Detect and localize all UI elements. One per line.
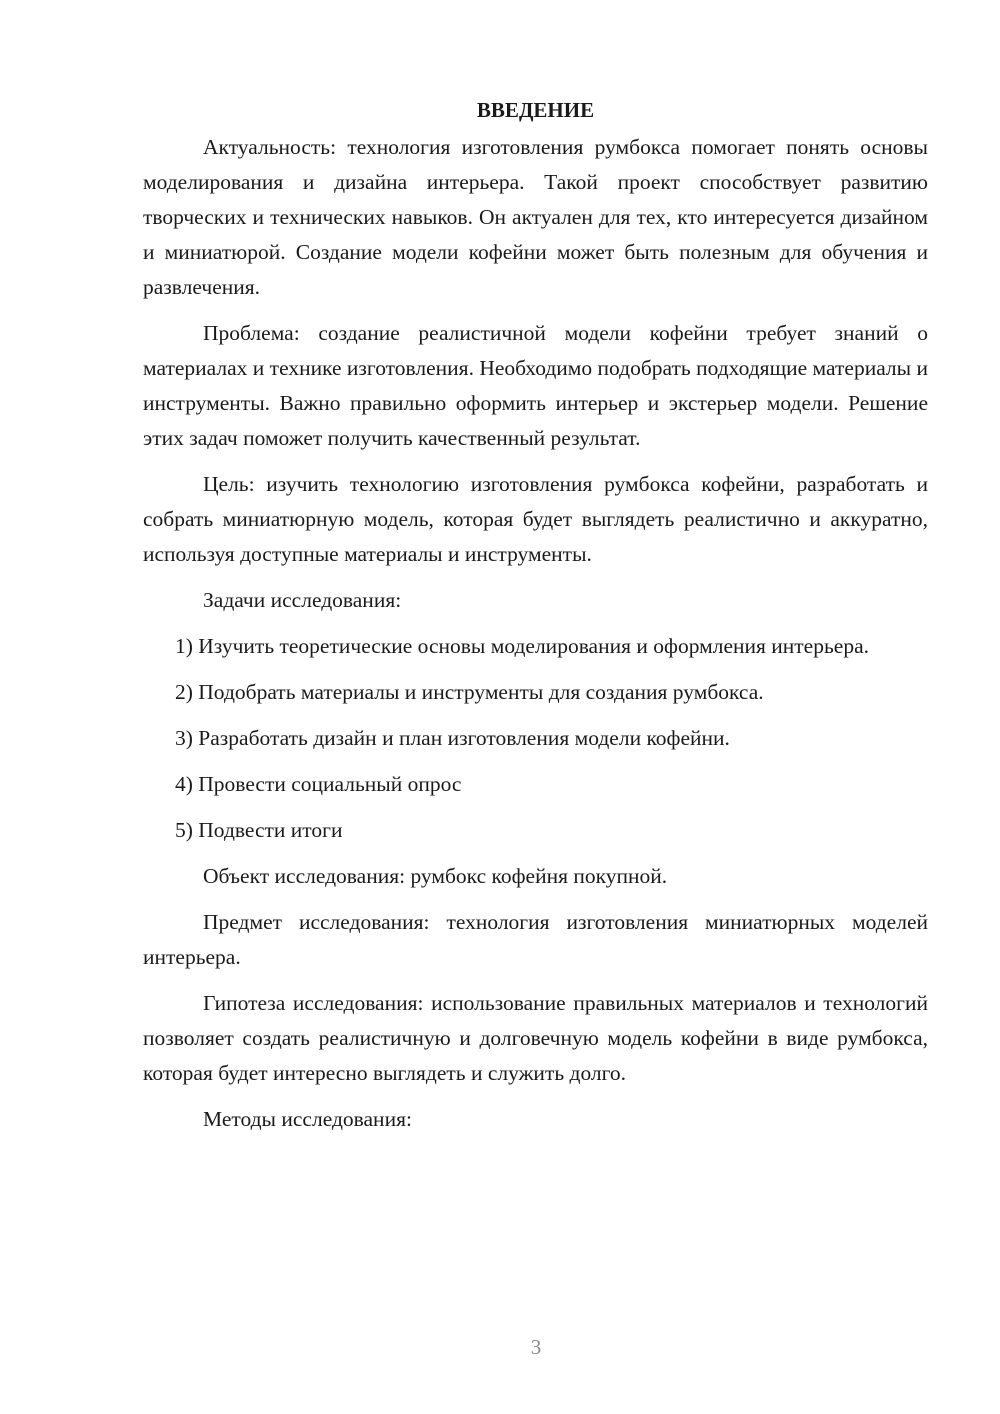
relevance-paragraph: Актуальность: технология изготовления румбокса помогает понять основы моделирования и дизайна интерьера. Такой проект способствует развитию творческих и технических навыков. Он актуален для тех, кто интересуется дизайном и миниатюрой. Создание модели кофейни может быть полезным для обучения и развлечения.	[143, 135, 928, 299]
task-item-4: 4) Провести социальный опрос	[175, 772, 462, 796]
problem-paragraph: Проблема: создание реалистичной модели кофейни требует знаний о материалах и технике изготовления. Необходимо подобрать подходящие материалы и инструменты. Важно правильно оформить интерьер и экстерьер модели. Решение этих задач поможет получить качественный результат.	[143, 321, 928, 450]
task-item-1: 1) Изучить теоретические основы моделирования и оформления интерьера.	[175, 634, 869, 658]
goal-paragraph: Цель: изучить технологию изготовления румбокса кофейни, разработать и собрать миниатюрную модель, которая будет выглядеть реалистично и аккуратно, используя доступные материалы и инструменты.	[143, 472, 928, 566]
hypothesis-paragraph: Гипотеза исследования: использование правильных материалов и технологий позволяет создать реалистичную и долговечную модель кофейни в виде румбокса, которая будет интересно выглядеть и служить долго.	[143, 991, 928, 1085]
task-item-3: 3) Разработать дизайн и план изготовления модели кофейни.	[175, 726, 730, 750]
methods-intro: Методы исследования:	[203, 1107, 412, 1131]
object-paragraph: Объект исследования: румбокс кофейня покупной.	[203, 864, 668, 888]
page-number: 3	[530, 1335, 542, 1359]
task-item-2: 2) Подобрать материалы и инструменты для создания румбокса.	[175, 680, 764, 704]
subject-paragraph: Предмет исследования: технология изготовления миниатюрных моделей интерьера.	[143, 910, 928, 969]
task-item-5: 5) Подвести итоги	[175, 818, 343, 842]
document-page	[143, 95, 928, 1137]
tasks-intro: Задачи исследования:	[203, 588, 402, 612]
section-heading: ВВЕДЕНИЕ	[476, 98, 595, 122]
